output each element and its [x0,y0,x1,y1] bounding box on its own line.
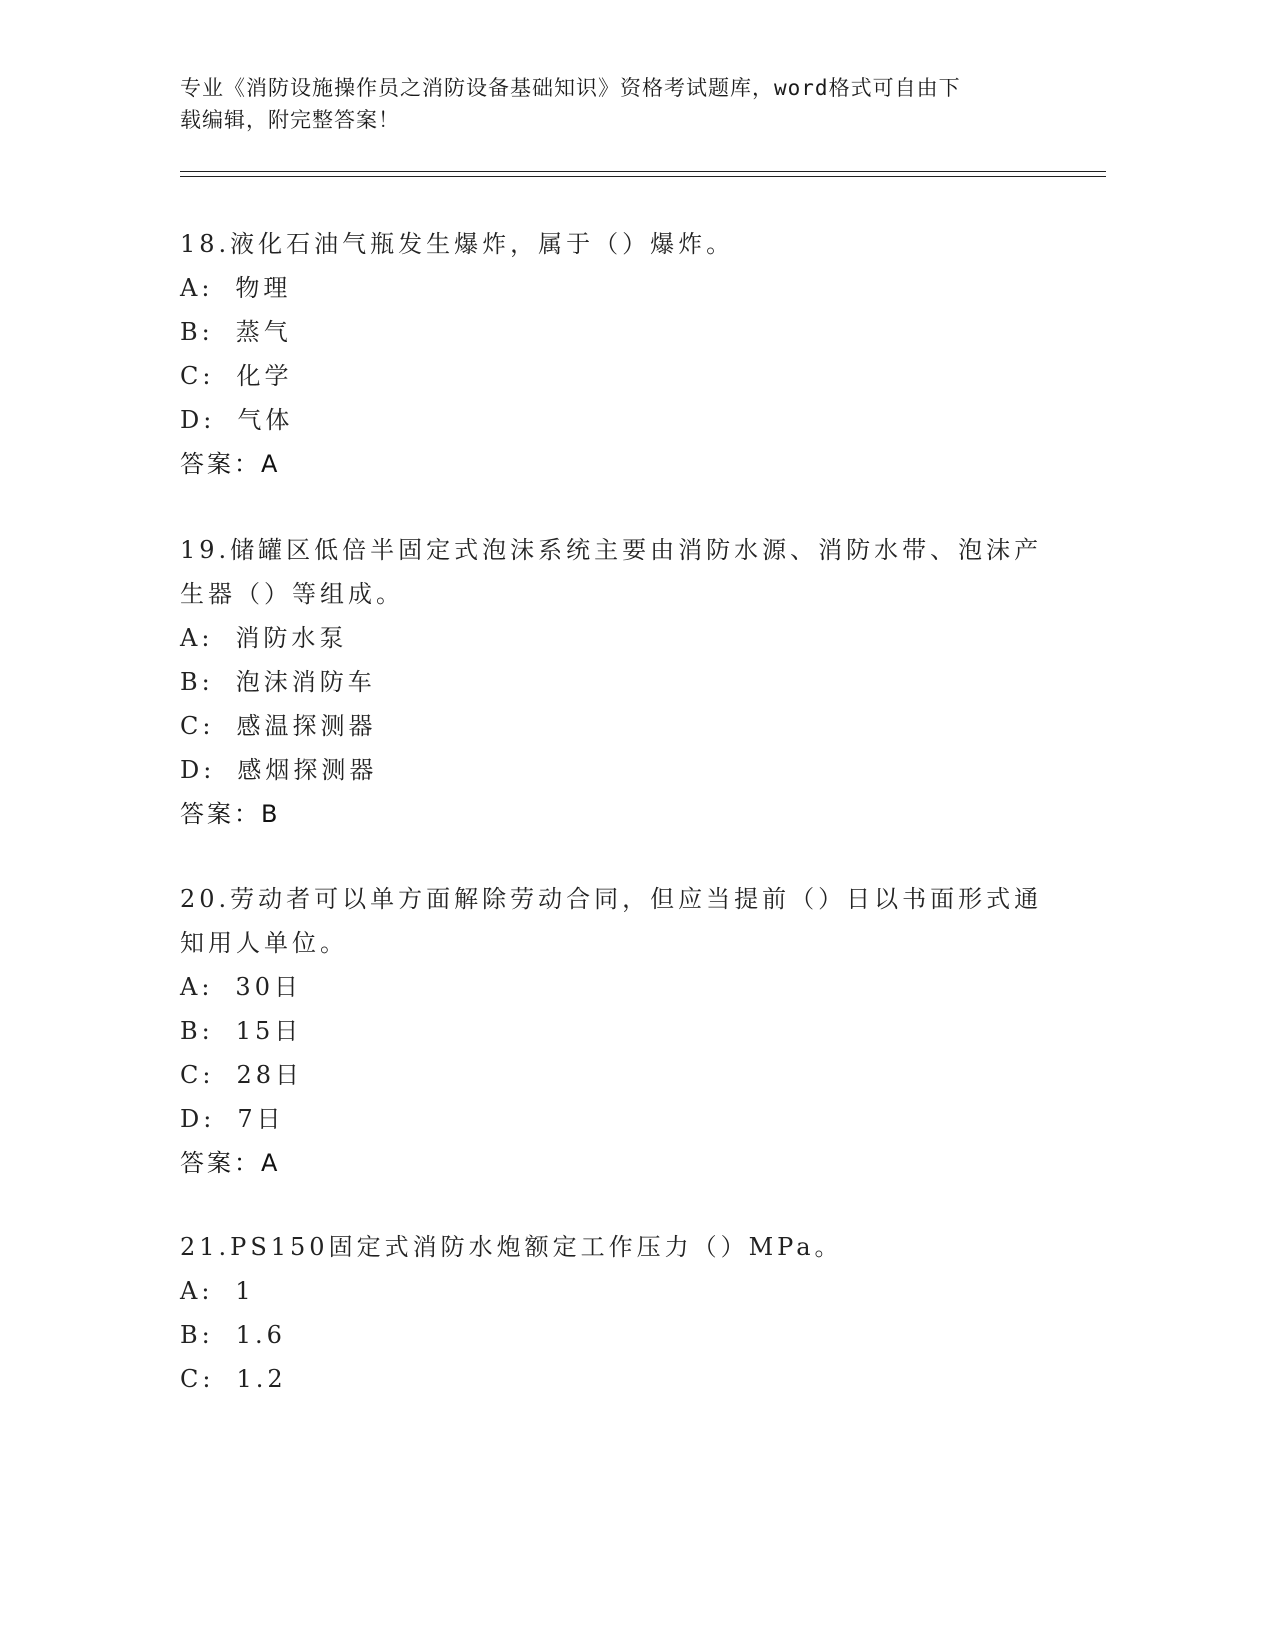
question-20 [180,877,1050,1185]
option-key: A: [180,1277,214,1305]
option-key: C: [180,362,215,390]
question-stem: 21.PS150固定式消防水炮额定工作压力（）MPa。 [180,1233,843,1261]
option-text: 泡沫消防车 [235,668,376,696]
option-b [180,1009,1050,1053]
option-key: B: [180,318,214,346]
option-text: 感烟探测器 [237,756,378,784]
option-d [180,1097,1050,1141]
option-b [180,1313,1050,1357]
question-stem: 20.劳动者可以单方面解除劳动合同，但应当提前（）日以书面形式通 [180,885,1043,913]
option-text: 气体 [237,406,294,434]
option-c [180,354,1050,398]
option-text: 30日 [235,973,302,1001]
answer-line: 答案：A [180,1149,281,1177]
option-key: D: [180,1105,216,1133]
option-key: B: [180,1017,214,1045]
option-b [180,310,1050,354]
option-text: 蒸气 [235,318,292,346]
option-key: A: [180,624,214,652]
header-divider-top [180,171,1106,172]
option-text: 消防水泵 [235,624,348,652]
option-text: 7日 [237,1105,285,1133]
document-header [180,72,1040,136]
option-text: 化学 [236,362,293,390]
question-18 [180,222,1050,486]
header-line-1: 专业《消防设施操作员之消防设备基础知识》资格考试题库，word格式可自由下 [180,76,961,100]
option-key: C: [180,712,215,740]
header-line-2: 载编辑，附完整答案！ [180,108,400,132]
option-a [180,616,1050,660]
option-key: B: [180,668,214,696]
option-key: A: [180,973,214,1001]
question-21 [180,1225,1050,1401]
option-text: 感温探测器 [236,712,377,740]
option-d [180,748,1050,792]
option-c [180,1357,1050,1401]
question-stem-continued: 知用人单位。 [180,929,348,957]
option-text: 28日 [236,1061,303,1089]
option-a [180,965,1050,1009]
option-key: C: [180,1061,215,1089]
option-c [180,1053,1050,1097]
option-text: 物理 [235,274,292,302]
question-stem: 18.液化石油气瓶发生爆炸，属于（）爆炸。 [180,230,735,258]
option-text: 1.6 [235,1321,286,1349]
question-stem: 19.储罐区低倍半固定式泡沫系统主要由消防水源、消防水带、泡沫产 [180,536,1043,564]
header-divider-bottom [180,176,1106,177]
option-key: C: [180,1365,215,1393]
option-a [180,266,1050,310]
option-key: B: [180,1321,214,1349]
option-d [180,398,1050,442]
answer-line: 答案：B [180,800,281,828]
option-text: 1.2 [236,1365,287,1393]
answer-line: 答案：A [180,450,281,478]
question-stem-continued: 生器（）等组成。 [180,580,404,608]
option-text: 1 [235,1277,255,1305]
question-19 [180,528,1050,836]
option-key: D: [180,406,216,434]
option-b [180,660,1050,704]
option-key: A: [180,274,214,302]
option-text: 15日 [235,1017,303,1045]
option-key: D: [180,756,216,784]
option-c [180,704,1050,748]
option-a [180,1269,1050,1313]
